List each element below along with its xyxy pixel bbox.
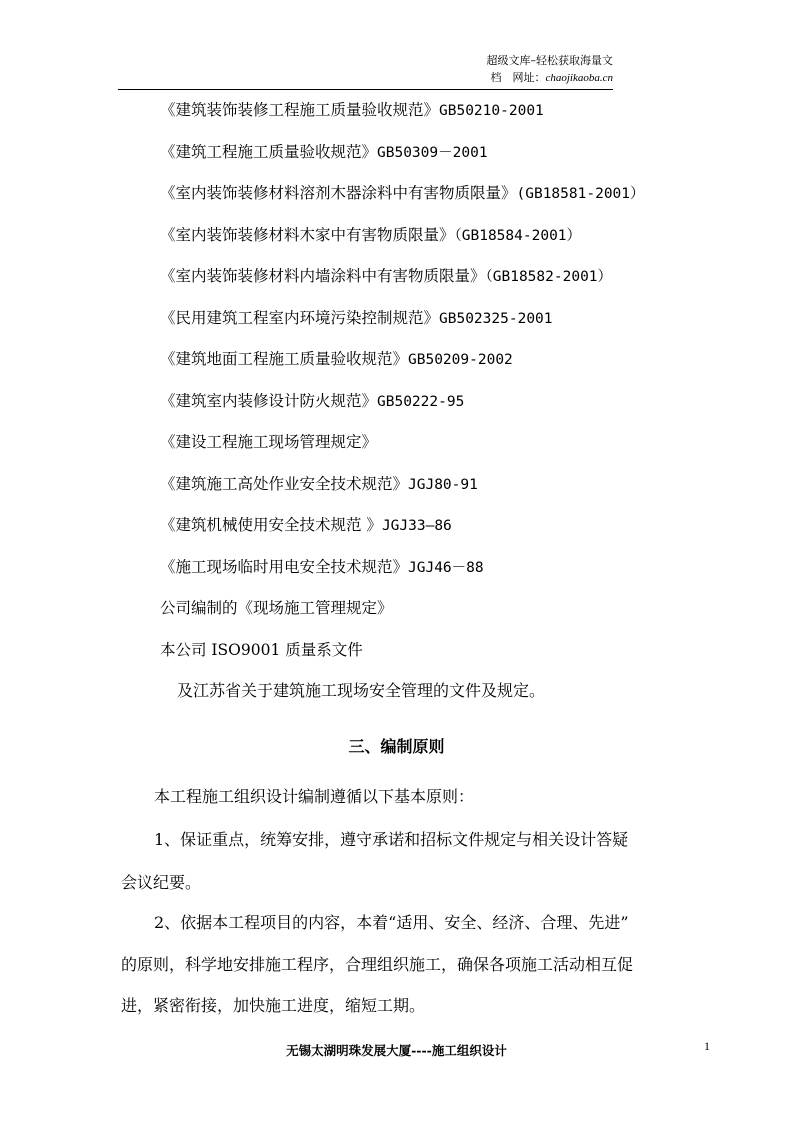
reference-item [160, 473, 478, 496]
reference-item [160, 639, 363, 662]
reference-item [160, 431, 377, 454]
principle-1-line-1: 1、保证重点，统筹安排，遵守承诺和招标文件规定与相关设计答疑 [154, 830, 629, 849]
reference-title: 《建筑地面工程施工质量验收规范》 [160, 350, 409, 368]
reference-title: 《民用建筑工程室内环境污染控制规范》 [160, 309, 440, 327]
reference-item [160, 182, 645, 205]
reference-code: (GB18581-2001） [516, 186, 645, 202]
reference-item [160, 307, 553, 330]
reference-code: JGJ46－88 [408, 560, 484, 576]
reference-item [160, 514, 452, 537]
reference-title: 《建筑施工高处作业安全技术规范》 [160, 475, 409, 493]
reference-code: GB50222-95 [377, 394, 465, 410]
reference-code: GB50209-2002 [408, 352, 513, 368]
section-heading: 三、编制原则 [348, 737, 445, 756]
reference-title: 《施工现场临时用电安全技术规范》 [160, 558, 409, 576]
reference-title: 本公司 ISO9001 质量系文件 [160, 641, 363, 659]
reference-code: （GB18584-2001） [454, 228, 582, 244]
jiangsu-regulations-line: 及江苏省关于建筑施工现场安全管理的文件及规定。 [177, 681, 546, 700]
reference-code: （GB18582-2001） [485, 269, 613, 285]
reference-title: 《建筑工程施工质量验收规范》 [160, 143, 378, 161]
principle-2-line-3: 进，紧密衔接，加快施工进度，缩短工期。 [121, 996, 426, 1015]
reference-code: JGJ80-91 [408, 477, 478, 493]
page-header [487, 52, 614, 87]
reference-title: 公司编制的《现场施工管理规定》 [160, 599, 393, 617]
reference-title: 《建设工程施工现场管理规定》 [160, 433, 378, 451]
header-url: chaojikaoba.cn [545, 72, 613, 84]
principles-intro: 本工程施工组织设计编制遵循以下基本原则： [154, 787, 475, 806]
reference-title: 《建筑装饰装修工程施工质量验收规范》 [160, 101, 440, 119]
header-url-label: 档 网址： [490, 71, 546, 84]
principle-2-line-1: 2、依据本工程项目的内容，本着“适用、安全、经济、合理、先进” [154, 913, 629, 932]
reference-title: 《室内装饰装修材料内墙涂料中有害物质限量》 [160, 267, 486, 285]
reference-code: GB50210-2001 [439, 103, 544, 119]
reference-title: 《建筑室内装修设计防火规范》 [160, 392, 378, 410]
reference-title: 《建筑机械使用安全技术规范 》 [160, 516, 382, 534]
reference-item [160, 99, 544, 122]
reference-item [160, 348, 513, 371]
page-number: 1 [704, 1039, 710, 1053]
reference-item [160, 224, 581, 247]
reference-code: JGJ33—86 [381, 518, 452, 534]
footer-title: 无锡太湖明珠发展大厦----施工组织设计 [286, 1043, 507, 1058]
header-line-1: 超级文库–轻松获取海量文 [486, 54, 613, 67]
principle-1-line-2: 会议纪要。 [121, 873, 202, 892]
reference-item [160, 265, 612, 288]
reference-item [160, 390, 464, 413]
reference-item [160, 141, 488, 164]
reference-title: 《室内装饰装修材料木家中有害物质限量》 [160, 226, 455, 244]
reference-item [160, 597, 393, 620]
header-divider [118, 89, 613, 90]
reference-title: 《室内装饰装修材料溶剂木器涂料中有害物质限量》 [160, 184, 517, 202]
reference-item [160, 556, 484, 579]
header-line-2 [487, 69, 614, 87]
reference-code: GB50309－2001 [377, 145, 488, 161]
reference-code: GB502325-2001 [439, 311, 553, 327]
principle-2-line-2: 的原则，科学地安排施工程序，合理组织施工，确保各项施工活动相互促 [121, 955, 634, 974]
